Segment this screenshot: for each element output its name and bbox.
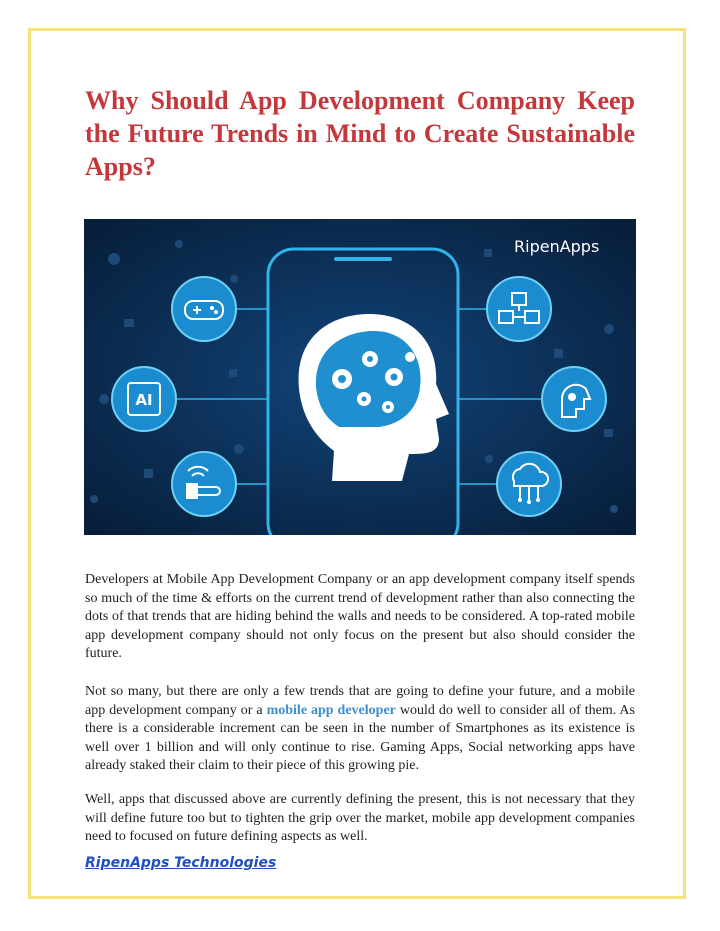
paragraph-2-text-start: Not so many, but there are only a few trends that are going to define your future, and a mobile app development company or a	[85, 684, 635, 718]
phone-speaker	[334, 257, 392, 261]
ai-chip-label: AI	[135, 391, 153, 409]
hero-svg	[84, 219, 636, 535]
paragraph-1: Developers at Mobile App Development Company or an app development company itself spends so much of the time & efforts on the current trend of development rather than also connecting the dots of that trends that are hiding behind the walls and needs to be considered. A top-rated mobile app development company should not only focus on the present but also should consider the future.	[85, 572, 635, 661]
brand-logo-text: RipenApps	[514, 237, 600, 256]
mobile-app-developer-link[interactable]: mobile app developer	[266, 702, 396, 718]
paragraph-2	[85, 683, 635, 776]
ai-chip-icon	[112, 367, 176, 431]
ripenapps-technologies-link[interactable]: RipenApps Technologies	[85, 855, 277, 871]
cloud-network-icon	[497, 452, 561, 516]
robot-head-icon	[542, 367, 606, 431]
blockchain-icon	[487, 277, 551, 341]
document-title: Why Should App Development Company Keep the Future Trends in Mind to Create Sustainable Apps?	[85, 86, 635, 181]
wireless-hand-icon	[172, 452, 236, 516]
paragraph-2-text-end: would do well to consider all of them. As there is a considerable increment can be seen in the number of Smartphones as its existence is well over 1 billion and will only continue to rise. Gaming Apps, Social networking apps have already staked their claim to their piece of this growing pie.	[85, 702, 635, 773]
hero-illustration	[84, 219, 636, 535]
paragraph-3: Well, apps that discussed above are currently defining the present, this is not necessary that they will define future too but to tighten the grip over the market, mobile app development companies need to focused on future defining aspects as well.	[85, 792, 635, 844]
gamepad-icon	[172, 277, 236, 341]
